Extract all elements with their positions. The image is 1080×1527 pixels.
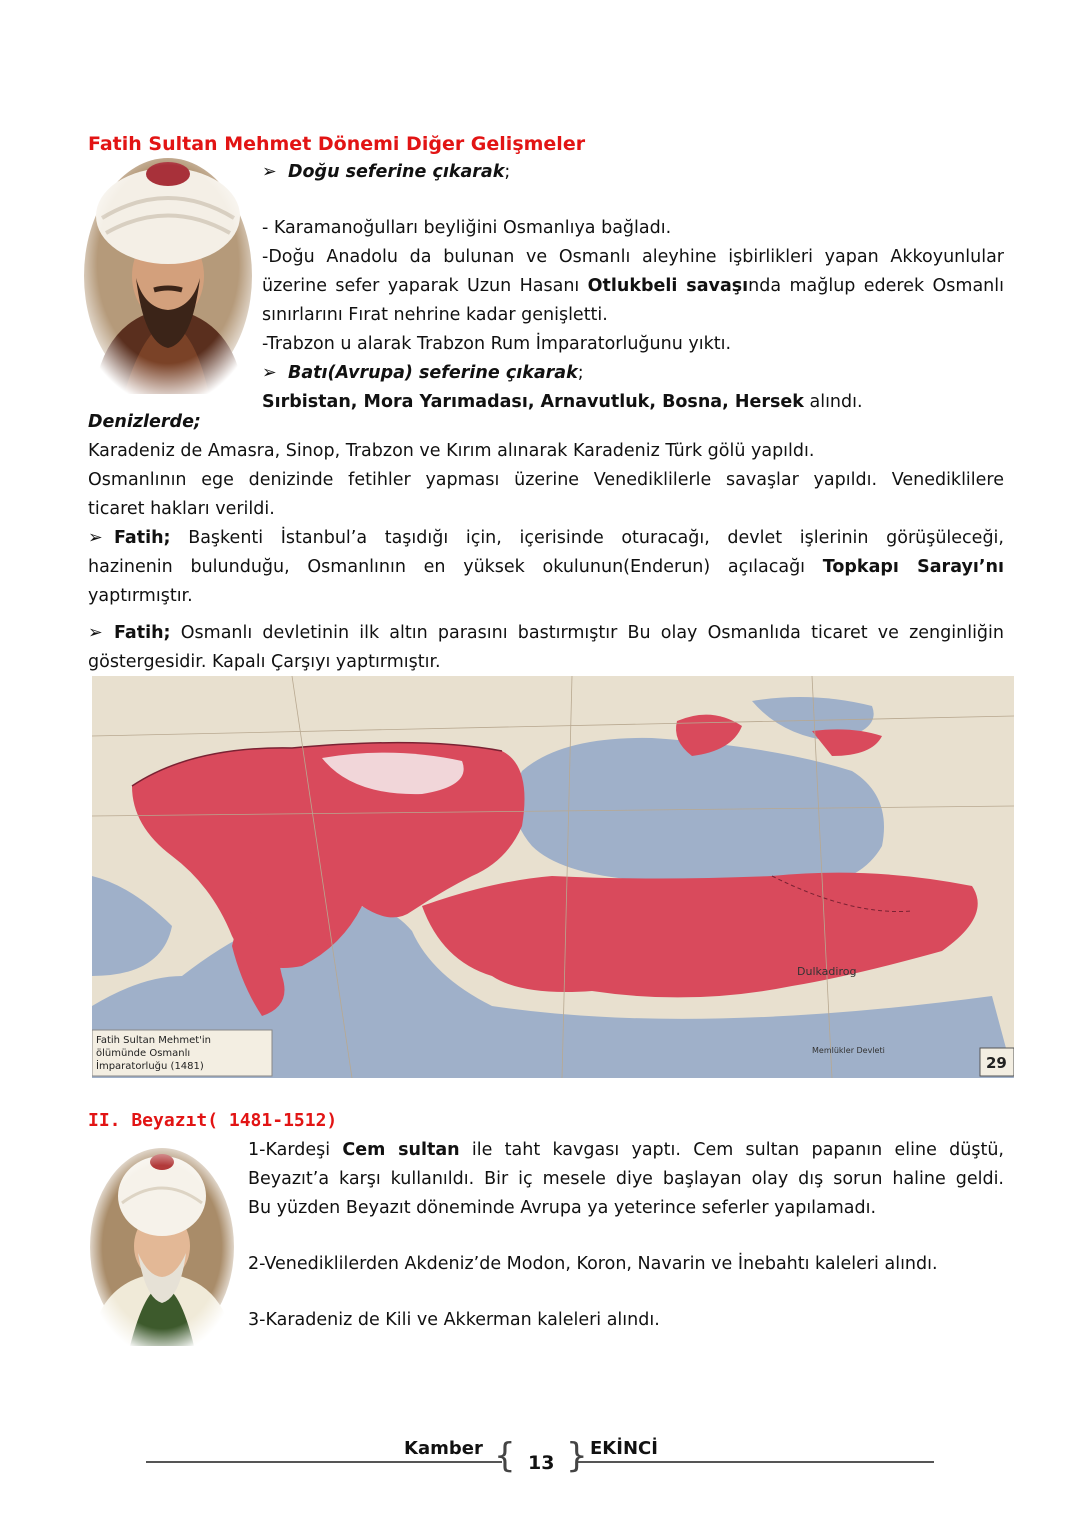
east-campaign-list (262, 214, 1004, 417)
east-item: sınırlarını Fırat nehrine kadar genişletti. (262, 305, 608, 325)
seas-block (88, 408, 1004, 677)
ottoman-map-1481 (92, 676, 1014, 1078)
east-item: -Trabzon u alarak Trabzon Rum İmparatorluğunu yıktı. (262, 334, 732, 354)
east-item: üzerine sefer yaparak Uzun Hasanı Otlukbeli savaşında mağlup ederek Osmanlı (262, 276, 1004, 296)
footer-line-left (146, 1461, 502, 1463)
beyazit-paragraph-3: 3-Karadeniz de Kili ve Akkerman kaleleri alındı. (248, 1310, 660, 1330)
beyazit-portrait (90, 1148, 234, 1346)
section-title-beyazit: II. Beyazıt( 1481-1512) (88, 1110, 338, 1131)
east-campaign-heading: ➢ Doğu seferine çıkarak; (262, 158, 510, 187)
map-page-number: 29 (986, 1054, 1007, 1072)
map-label: Memlükler Devleti (812, 1046, 885, 1055)
seas-line: ticaret hakları verildi. (88, 499, 275, 519)
beyazit-paragraph-1: Bu yüzden Beyazıt döneminde Avrupa ya yeterince seferler yapılamadı. (248, 1198, 877, 1218)
section-title-fatih: Fatih Sultan Mehmet Dönemi Diğer Gelişmeler (88, 133, 586, 155)
map-label: Dulkadirog (797, 965, 857, 978)
footer-page-number: 13 (528, 1452, 555, 1474)
west-campaign-heading: ➢ Batı(Avrupa) seferine çıkarak; (262, 359, 1004, 388)
arrow-bullet-icon: ➢ (88, 528, 103, 548)
west-campaign-places: Sırbistan, Mora Yarımadası, Arnavutluk, Bosna, Hersek alındı. (262, 392, 863, 412)
topkapi-line: yaptırmıştır. (88, 586, 193, 606)
footer-line-right (578, 1461, 934, 1463)
coin-line: ➢ Fatih; Osmanlı devletinin ilk altın parasını bastırmıştır Bu olay Osmanlıda ticaret ve zenginliğin (88, 619, 1004, 648)
seas-line: Karadeniz de Amasra, Sinop, Trabzon ve Kırım alınarak Karadeniz Türk gölü yapıldı. (88, 441, 815, 461)
east-item: - Karamanoğulları beyliğini Osmanlıya bağladı. (262, 218, 672, 238)
arrow-bullet-icon: ➢ (262, 363, 277, 383)
map-caption-line: ölümünde Osmanlı (96, 1048, 191, 1059)
footer-brace-left: { (494, 1436, 516, 1476)
beyazit-paragraph-1: Beyazıt’a karşı kullanıldı. Bir iç mesele diye başlayan olay dış sorun haline geldi. (248, 1169, 1004, 1189)
east-item: -Doğu Anadolu da bulunan ve Osmanlı aleyhine işbirlikleri yapan Akkoyunlular (262, 247, 1004, 267)
beyazit-paragraph-1: 1-Kardeşi Cem sultan ile taht kavgası yaptı. Cem sultan papanın eline düştü, (248, 1140, 1004, 1160)
arrow-bullet-icon: ➢ (262, 162, 277, 182)
map-caption-line: Fatih Sultan Mehmet'in (96, 1035, 212, 1046)
beyazit-paragraph-2: 2-Venediklilerden Akdeniz’de Modon, Koron, Navarin ve İnebahtı kaleleri alındı. (248, 1254, 938, 1274)
map-caption-line: İmparatorluğu (1481) (96, 1061, 204, 1072)
seas-line: Osmanlının ege denizinde fetihler yapması üzerine Venediklilerle savaşlar yapıldı. Venediklilere (88, 470, 1004, 490)
footer-author-last: EKİNCİ (590, 1438, 658, 1459)
footer-author-first: Kamber (404, 1438, 483, 1459)
topkapi-line: hazinenin bulunduğu, Osmanlının en yüksek okulunun(Enderun) açılacağı Topkapı Sarayı’nı (88, 557, 1004, 577)
fatih-portrait (84, 158, 252, 394)
topkapi-line: ➢ Fatih; Başkenti İstanbul’a taşıdığı için, içerisinde oturacağı, devlet işlerinin görüşüleceği, (88, 524, 1004, 553)
coin-line: göstergesidir. Kapalı Çarşıyı yaptırmıştır. (88, 652, 441, 672)
seas-heading: Denizlerde; (88, 412, 201, 432)
beyazit-text (248, 1136, 1004, 1335)
arrow-bullet-icon: ➢ (88, 623, 103, 643)
footer-brace-right: } (566, 1436, 588, 1476)
